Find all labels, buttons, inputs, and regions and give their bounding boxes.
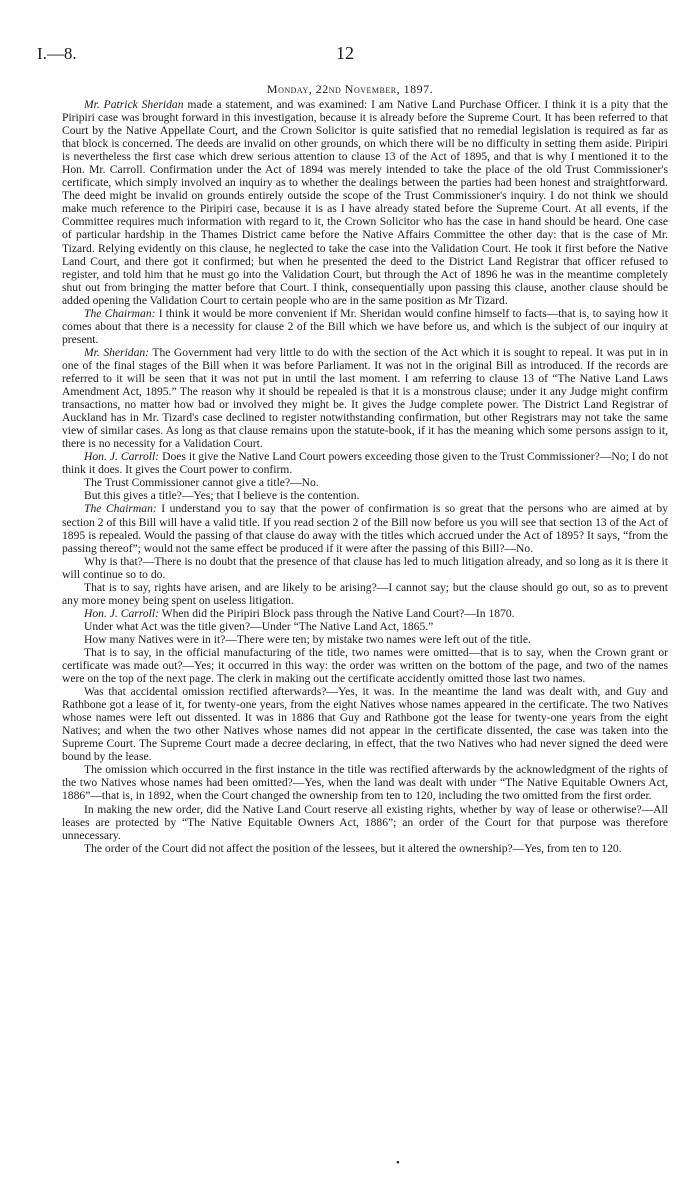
- minutes-body: [62, 98, 668, 855]
- paragraph: [62, 763, 668, 802]
- paragraph-text: When did the Piripiri Block pass through the Native Land Court?—In 1870.: [158, 606, 515, 620]
- paragraph-text: Under what Act was the title given?—Under “The Native Land Act, 1865.”: [84, 619, 434, 633]
- paragraph: [62, 607, 668, 620]
- page-number: 12: [336, 43, 354, 63]
- paragraph: [62, 633, 668, 646]
- paragraph-text: I think it would be more convenient if Mr. Sheridan would confine himself to facts—that is, to saying how it comes about that there is a necessity for clause 2 of the Bill which we have before us, and which is the subject of our inquiry at present.: [62, 306, 668, 346]
- page-dot-mark: •: [396, 1157, 400, 1169]
- paragraph: [62, 581, 668, 607]
- paragraph: [62, 476, 668, 489]
- paragraph-text: But this gives a title?—Yes; that I believe is the contention.: [84, 489, 360, 503]
- report-reference: I.—8.: [37, 44, 77, 63]
- paragraph: [62, 685, 668, 763]
- speaker-name: Mr. Patrick Sheridan: [84, 98, 184, 111]
- speaker-name: Hon. J. Carroll:: [84, 606, 159, 620]
- paragraph: [62, 307, 668, 346]
- speaker-name: The Chairman:: [84, 306, 156, 320]
- speaker-name: Hon. J. Carroll:: [84, 450, 160, 464]
- speaker-name: The Chairman:: [84, 502, 157, 516]
- paragraph-text: Why is that?—There is no doubt that the presence of that clause has led to much litigation already, and so long as it is there it will continue so to do.: [62, 554, 668, 581]
- paragraph-text: That is to say, rights have arisen, and are likely to be arising?—I cannot say; but the clause should go out, so as to prevent any more money being spent on useless litigation.: [62, 580, 668, 607]
- paragraph: [62, 98, 668, 307]
- paragraph-text: I understand you to say that the power of confirmation is so great that the persons who are aimed at by section 2 of this Bill will have a valid title. If you read section 2 of the Bill now before us you will see that section 13 of the Act of 1895 is repealed. Would the passing of that clause do away with the titles which accrued under the Act of 1895? It says, “from the passing thereof”; would not the same effect be produced if it were after the passing of this Bill?—No.: [62, 502, 668, 555]
- paragraph-text: That is to say, in the official manufacturing of the title, two names were omitted—that is to say, when the Crown grant or certificate was made out?—Yes; it occurred in this way: the order was written on the bottom of the page, and two of the names were on the top of the next page. The clerk in making out the certificate accidently omitted those last two names.: [62, 645, 668, 686]
- paragraph-text: The Government had very little to do with the section of the Act which it is sought to repeal. It was put in in one of the final stages of the Bill when it was before Parliament. It was not in the original Bill as introduced. If the records are referred to it will be seen that it was not put in until the last moment. I am referring to clause 13 of “The Native Land Laws Amendment Act, 1895.” The reason why it should be repealed is that it is a monstrous clause; under it any Judge might confirm transactions, no matter how bad or involved they might be. It gives the Judge complete power. The District Land Registrar of Auckland has in Mr. Tizard's case declined to register notwithstanding confirmation, but other Registrars may not take the same view of similar cases. As long as that clause remains upon the statute-book, if it has the meaning which some persons assign to it, there is no necessity for a Validation Court.: [62, 345, 668, 451]
- paragraph: [62, 842, 668, 855]
- paragraph-text: The omission which occurred in the first instance in the title was rectified afterwards by the acknowledgment of the rights of the two Natives whose names had been omitted?—Yes, when the land was dealt with under “The Native Equitable Owners Act, 1886”—that is, in 1892, when the Court changed the ownership from ten to 120, including the two omitted from the first order.: [62, 763, 668, 803]
- speaker-name: Mr. Sheridan:: [84, 345, 150, 359]
- paragraph-text: The Trust Commissioner cannot give a title?—No.: [84, 476, 319, 490]
- paragraph: [62, 502, 668, 554]
- paragraph: [62, 346, 668, 450]
- paragraph-text: made a statement, and was examined: I am Native Land Purchase Officer. I think it is a pity that the Piripiri case was brought forward in this investigation, because it is already before the Supreme Court. It has been referred to that Court by the Native Appellate Court, and the Crown Solicitor is quite satisfied that no remedial legislation is required as far as that block is concerned. The deeds are invalid on other grounds, on which there will be no difficulty in setting them aside. Piripiri is nevertheless the first case which drew serious attention to clause 13 of the Act of 1895, and that is why I mentioned it to the Hon. Mr. Carroll. Confirmation under the Act of 1894 was merely intended to take the place of the old Trust Commissioner's certificate, which simply involved an inquiry as to whether the dealings between the parties had been honest and straightforward. The deed might be invalid on grounds entirely outside the scope of the Trust Commissioner's inquiry. I do not think we should make much reference to the Piripiri case, because it is as I have already stated before the Supreme Court. At all events, if the Committee requires much information with regard to it, the Crown Solicitor who has the case in hand should be heard. One case of particular hardship in the Thames District came before the Native Affairs Committee the other day: that is the case of Mr. Tizard. Relying evidently on this clause, he neglected to take the case into the Validation Court. He took it first before the Native Land Court, and there got it confirmed; but when he presented the deed to the District Land Registrar that officer refused to register, and told him that he must go into the Validation Court, but through the Act of 1896 he was in the meantime completely shut out from bringing the matter before that Court. I think, consequentially upon passing this clause, another clause should be added opening the Validation Court to certain people who are in the same position as Mr Tizard.: [62, 98, 668, 307]
- paragraph: [62, 489, 668, 502]
- paragraph: [62, 646, 668, 685]
- paragraph-text: Was that accidental omission rectified afterwards?—Yes, it was. In the meantime the land was dealt with, and Guy and Rathbone got a lease of it, for twenty-one years, from the eight Natives whose names appeared in the certificate. The two Natives whose names were left out dissented. It was in 1886 that Guy and Rathbone got the lease for twenty-one years from the eight Natives; and when the two other Natives whose names did not appear in the certificate dissented, the case was taken into the Supreme Court. The Supreme Court made a decree declaring, in effect, that the two Natives who had never signed the deed were bound by the lease.: [62, 685, 668, 764]
- paragraph-text: Does it give the Native Land Court powers exceeding those given to the Trust Commissioner?—No; I do not think it does. It gives the Court power to confirm.: [62, 450, 668, 477]
- paragraph-text: How many Natives were in it?—There were ten; by mistake two names were left out of the title.: [84, 632, 531, 646]
- paragraph: [62, 620, 668, 633]
- paragraph-text: The order of the Court did not affect the position of the lessees, but it altered the ownership?—Yes, from ten to 120.: [84, 841, 622, 855]
- sitting-date: Monday, 22nd November, 1897.: [266, 82, 434, 96]
- paragraph: [62, 803, 668, 842]
- paragraph: [62, 555, 668, 581]
- paragraph-text: In making the new order, did the Native Land Court reserve all existing rights, whether by way of lease or otherwise?—All leases are protected by “The Native Equitable Owners Act, 1886”; an order of the Court for that purpose was therefore unnecessary.: [62, 802, 668, 842]
- paragraph: [62, 450, 668, 476]
